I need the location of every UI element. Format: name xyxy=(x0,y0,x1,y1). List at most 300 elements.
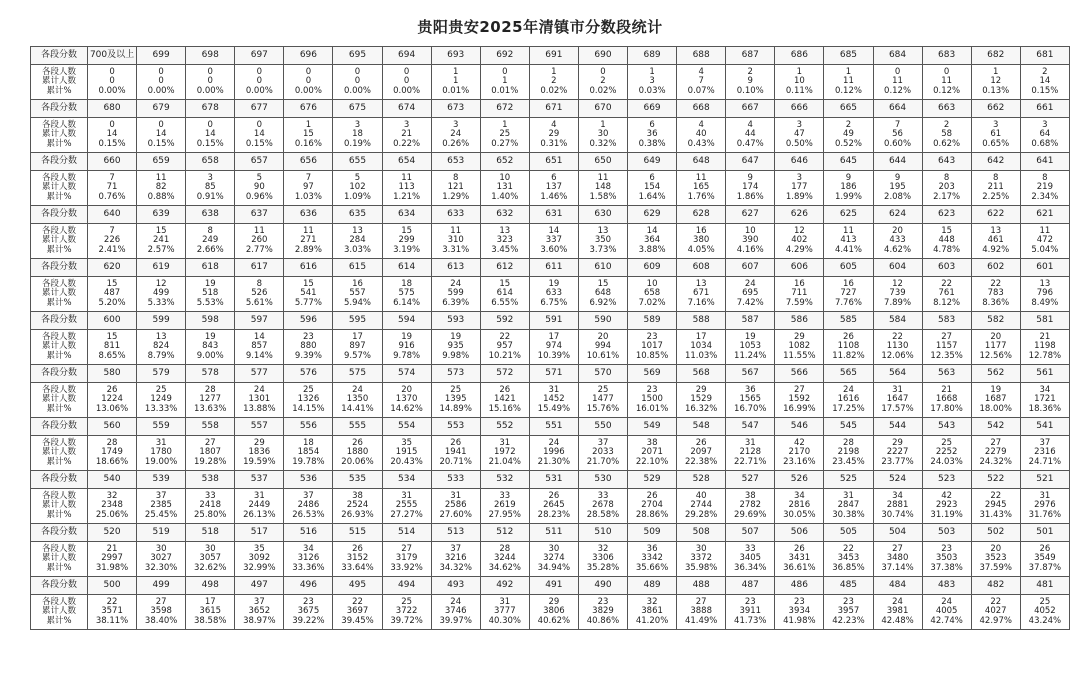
cumulative-value: 1395 xyxy=(444,394,467,405)
percent-value: 0.47% xyxy=(736,138,764,149)
cumulative-value: 4027 xyxy=(984,606,1007,617)
count-value: 26 xyxy=(548,490,560,501)
count-value: 24 xyxy=(843,384,854,395)
cumulative-value: 2097 xyxy=(690,447,712,458)
label-pct: 累计% xyxy=(46,509,72,520)
count-value: 11 xyxy=(401,172,413,183)
score-row-label: 各段分数 xyxy=(31,418,88,436)
score-cell: 590 xyxy=(578,312,627,330)
stats-cell xyxy=(186,383,235,418)
percent-value: 5.77% xyxy=(294,297,322,308)
cumulative-value: 0 xyxy=(305,76,312,87)
cumulative-value: 299 xyxy=(398,235,415,246)
score-cell: 508 xyxy=(677,524,726,542)
stats-cell xyxy=(775,383,824,418)
score-cell: 570 xyxy=(578,365,627,383)
percent-value: 1.99% xyxy=(834,191,862,202)
stats-cell xyxy=(88,436,137,471)
score-cell: 561 xyxy=(1020,365,1069,383)
score-cell: 618 xyxy=(186,259,235,277)
count-value: 13 xyxy=(155,331,167,342)
stats-cell xyxy=(186,224,235,259)
stats-cell xyxy=(235,330,284,365)
count-value: 27 xyxy=(204,437,216,448)
count-value: 28 xyxy=(499,543,511,554)
count-value: 2 xyxy=(845,119,852,130)
cumulative-value: 3523 xyxy=(984,553,1007,564)
count-value: 23 xyxy=(303,596,314,607)
stats-row-label xyxy=(31,595,88,630)
count-value: 22 xyxy=(990,278,1002,289)
count-value: 37 xyxy=(155,490,167,501)
cumulative-value: 711 xyxy=(791,288,808,299)
stats-row-label xyxy=(31,383,88,418)
score-cell: 623 xyxy=(922,206,971,224)
percent-value: 37.38% xyxy=(930,562,963,573)
cumulative-value: 2170 xyxy=(788,447,811,458)
count-value: 17 xyxy=(695,331,707,342)
count-value: 23 xyxy=(646,331,658,342)
percent-value: 0.16% xyxy=(294,138,322,149)
percent-value: 1.40% xyxy=(491,191,519,202)
cumulative-value: 3598 xyxy=(150,606,172,617)
count-value: 26 xyxy=(352,543,363,554)
score-cell: 563 xyxy=(922,365,971,383)
cumulative-value: 1668 xyxy=(935,394,958,405)
count-value: 17 xyxy=(352,331,363,342)
stats-cell xyxy=(971,65,1020,100)
count-value: 22 xyxy=(352,596,363,607)
stats-cell xyxy=(333,436,382,471)
stats-cell xyxy=(971,277,1020,312)
cumulative-value: 2033 xyxy=(592,447,614,458)
percent-value: 3.88% xyxy=(638,244,666,255)
percent-value: 0.02% xyxy=(540,85,568,96)
cumulative-value: 2816 xyxy=(788,500,811,511)
score-cell: 523 xyxy=(922,471,971,489)
score-row-label: 各段分数 xyxy=(31,524,88,542)
label-cum: 累计人数 xyxy=(41,500,76,511)
percent-value: 0.00% xyxy=(98,85,126,96)
percent-value: 20.43% xyxy=(390,456,423,467)
score-cell: 605 xyxy=(824,259,873,277)
score-cell: 593 xyxy=(431,312,480,330)
count-value: 35 xyxy=(253,543,265,554)
cumulative-value: 56 xyxy=(892,129,903,140)
score-cell: 521 xyxy=(1020,471,1069,489)
stats-cell xyxy=(333,171,382,206)
stats-cell xyxy=(529,489,578,524)
score-cell: 537 xyxy=(235,471,284,489)
score-cell: 620 xyxy=(88,259,137,277)
percent-value: 1.76% xyxy=(687,191,715,202)
percent-value: 13.06% xyxy=(95,403,129,414)
cumulative-value: 897 xyxy=(349,341,366,352)
count-value: 26 xyxy=(793,543,805,554)
cumulative-value: 2385 xyxy=(150,500,172,511)
stats-cell xyxy=(578,595,627,630)
percent-value: 8.79% xyxy=(147,350,175,361)
score-cell: 608 xyxy=(677,259,726,277)
score-cell: 489 xyxy=(628,577,677,595)
count-value: 18 xyxy=(401,278,413,289)
stats-cell xyxy=(431,595,480,630)
cumulative-value: 671 xyxy=(693,288,710,299)
stats-cell xyxy=(824,118,873,153)
count-value: 24 xyxy=(744,278,756,289)
cumulative-value: 3806 xyxy=(543,606,565,617)
stats-cell xyxy=(971,224,1020,259)
percent-value: 15.76% xyxy=(586,403,620,414)
cumulative-value: 1616 xyxy=(837,394,860,405)
cumulative-value: 174 xyxy=(742,182,759,193)
stats-row xyxy=(31,542,1070,577)
percent-value: 9.14% xyxy=(245,350,273,361)
count-value: 34 xyxy=(793,490,805,501)
score-row-label: 各段分数 xyxy=(31,471,88,489)
stats-cell xyxy=(1020,118,1069,153)
count-value: 40 xyxy=(695,490,707,501)
count-value: 11 xyxy=(1039,225,1051,236)
count-value: 23 xyxy=(303,331,314,342)
percent-value: 17.25% xyxy=(832,403,865,414)
cumulative-value: 2997 xyxy=(101,553,123,564)
percent-value: 36.85% xyxy=(832,562,865,573)
table-body xyxy=(31,47,1070,630)
stats-cell xyxy=(137,489,186,524)
stats-row xyxy=(31,171,1070,206)
cumulative-value: 390 xyxy=(742,235,759,246)
stats-cell xyxy=(677,277,726,312)
stats-cell xyxy=(88,489,137,524)
score-cell: 538 xyxy=(186,471,235,489)
cumulative-value: 783 xyxy=(987,288,1004,299)
cumulative-value: 30 xyxy=(597,129,609,140)
cumulative-value: 29 xyxy=(548,129,560,140)
stats-cell xyxy=(480,118,529,153)
percent-value: 0.88% xyxy=(147,191,175,202)
percent-value: 8.36% xyxy=(982,297,1010,308)
stats-cell xyxy=(333,489,382,524)
stats-cell xyxy=(480,595,529,630)
count-value: 29 xyxy=(695,384,707,395)
score-cell: 595 xyxy=(333,312,382,330)
score-cell: 606 xyxy=(775,259,824,277)
count-value: 25 xyxy=(941,437,953,448)
cumulative-value: 2227 xyxy=(886,447,909,458)
percent-value: 4.78% xyxy=(933,244,961,255)
percent-value: 23.16% xyxy=(783,456,816,467)
count-value: 15 xyxy=(499,278,511,289)
percent-value: 14.41% xyxy=(341,403,374,414)
cumulative-value: 1277 xyxy=(199,394,222,405)
stats-cell xyxy=(824,595,873,630)
stats-cell xyxy=(333,330,382,365)
cumulative-value: 226 xyxy=(103,235,121,246)
percent-value: 16.70% xyxy=(734,403,767,414)
stats-cell xyxy=(186,489,235,524)
count-value: 12 xyxy=(793,225,805,236)
count-value: 42 xyxy=(793,437,805,448)
count-value: 15 xyxy=(401,225,413,236)
count-value: 10 xyxy=(744,225,756,236)
percent-value: 0.22% xyxy=(393,138,421,149)
stats-cell xyxy=(971,171,1020,206)
count-value: 5 xyxy=(256,172,263,183)
stats-cell xyxy=(824,224,873,259)
score-cell: 665 xyxy=(824,100,873,118)
score-cell: 575 xyxy=(333,365,382,383)
count-value: 23 xyxy=(744,596,756,607)
stats-cell xyxy=(186,330,235,365)
cumulative-value: 1529 xyxy=(690,394,712,405)
percent-value: 18.00% xyxy=(979,403,1012,414)
count-value: 1 xyxy=(305,119,312,130)
score-cell: 520 xyxy=(88,524,137,542)
cumulative-value: 260 xyxy=(251,235,268,246)
stats-cell xyxy=(235,118,284,153)
cumulative-value: 137 xyxy=(545,182,562,193)
score-cell: 622 xyxy=(971,206,1020,224)
percent-value: 2.25% xyxy=(982,191,1010,202)
score-cell: 510 xyxy=(578,524,627,542)
percent-value: 16.99% xyxy=(783,403,816,414)
percent-value: 4.16% xyxy=(736,244,764,255)
cumulative-value: 2198 xyxy=(837,447,860,458)
score-row xyxy=(31,418,1070,436)
percent-value: 0.50% xyxy=(785,138,813,149)
cumulative-value: 0 xyxy=(403,76,410,87)
cumulative-value: 165 xyxy=(693,182,710,193)
percent-value: 30.74% xyxy=(881,509,914,520)
percent-value: 4.41% xyxy=(834,244,862,255)
percent-value: 5.94% xyxy=(344,297,372,308)
count-value: 0 xyxy=(403,66,410,77)
percent-value: 14.62% xyxy=(390,403,423,414)
percent-value: 9.00% xyxy=(196,350,224,361)
cumulative-value: 1177 xyxy=(984,341,1007,352)
score-cell: 685 xyxy=(824,47,873,65)
score-cell: 539 xyxy=(137,471,186,489)
cumulative-value: 2976 xyxy=(1034,500,1056,511)
cumulative-value: 47 xyxy=(793,129,805,140)
stats-cell xyxy=(284,436,333,471)
stats-cell xyxy=(431,489,480,524)
count-value: 1 xyxy=(551,66,557,77)
percent-value: 0.11% xyxy=(785,85,813,96)
cumulative-value: 3 xyxy=(649,76,655,87)
count-value: 35 xyxy=(401,437,413,448)
label-count: 各段人数 xyxy=(41,66,76,77)
stats-row-label xyxy=(31,118,88,153)
percent-value: 39.97% xyxy=(439,615,472,626)
cumulative-value: 40 xyxy=(695,129,707,140)
stats-cell xyxy=(235,542,284,577)
cumulative-value: 1 xyxy=(452,76,459,87)
percent-value: 0.03% xyxy=(638,85,666,96)
stats-cell xyxy=(677,489,726,524)
score-cell: 684 xyxy=(873,47,922,65)
percent-value: 0.26% xyxy=(442,138,470,149)
cumulative-value: 824 xyxy=(153,341,170,352)
count-value: 11 xyxy=(597,172,609,183)
cumulative-value: 1082 xyxy=(788,341,811,352)
label-count: 各段人数 xyxy=(41,384,76,395)
percent-value: 6.39% xyxy=(442,297,470,308)
score-cell: 601 xyxy=(1020,259,1069,277)
stats-cell xyxy=(382,277,431,312)
score-cell: 629 xyxy=(628,206,677,224)
score-cell: 502 xyxy=(971,524,1020,542)
stats-cell xyxy=(235,436,284,471)
percent-value: 29.28% xyxy=(684,509,718,520)
stats-cell xyxy=(922,118,971,153)
stats-row xyxy=(31,595,1070,630)
stats-cell xyxy=(284,542,333,577)
cumulative-value: 154 xyxy=(643,182,661,193)
cumulative-value: 18 xyxy=(352,129,363,140)
score-row-label: 各段分数 xyxy=(31,100,88,118)
count-value: 15 xyxy=(597,278,609,289)
score-cell: 548 xyxy=(677,418,726,436)
stats-cell xyxy=(726,224,775,259)
score-cell: 567 xyxy=(726,365,775,383)
percent-value: 0.27% xyxy=(491,138,519,149)
percent-value: 34.32% xyxy=(439,562,472,573)
cumulative-value: 3888 xyxy=(690,606,712,617)
score-cell: 668 xyxy=(677,100,726,118)
stats-cell xyxy=(1020,65,1069,100)
percent-value: 11.82% xyxy=(832,350,865,361)
stats-cell xyxy=(137,277,186,312)
stats-cell xyxy=(284,118,333,153)
stats-cell xyxy=(480,224,529,259)
percent-value: 9.78% xyxy=(393,350,421,361)
score-cell: 655 xyxy=(333,153,382,171)
count-value: 19 xyxy=(204,278,216,289)
cumulative-value: 541 xyxy=(300,288,317,299)
percent-value: 2.89% xyxy=(294,244,322,255)
cumulative-value: 3911 xyxy=(739,606,762,617)
percent-value: 1.89% xyxy=(785,191,813,202)
stats-cell xyxy=(971,383,1020,418)
count-value: 33 xyxy=(499,490,511,501)
cumulative-value: 71 xyxy=(106,182,118,193)
score-cell: 522 xyxy=(971,471,1020,489)
stats-cell xyxy=(824,171,873,206)
score-cell: 481 xyxy=(1020,577,1069,595)
count-value: 25 xyxy=(1039,596,1051,607)
cumulative-value: 61 xyxy=(990,129,1002,140)
percent-value: 18.66% xyxy=(95,456,129,467)
percent-value: 41.20% xyxy=(635,615,669,626)
stats-cell xyxy=(480,65,529,100)
percent-value: 0.12% xyxy=(933,85,961,96)
count-value: 17 xyxy=(204,596,216,607)
count-value: 29 xyxy=(892,437,903,448)
cumulative-value: 1017 xyxy=(641,341,663,352)
score-row-label: 各段分数 xyxy=(31,365,88,383)
score-cell: 515 xyxy=(333,524,382,542)
stats-cell xyxy=(137,330,186,365)
stats-cell xyxy=(726,118,775,153)
score-cell: 545 xyxy=(824,418,873,436)
score-cell: 639 xyxy=(137,206,186,224)
stats-cell xyxy=(726,595,775,630)
count-value: 31 xyxy=(401,490,413,501)
cumulative-value: 1108 xyxy=(837,341,860,352)
stats-cell xyxy=(677,171,726,206)
label-pct: 累计% xyxy=(46,403,72,414)
percent-value: 13.88% xyxy=(243,403,276,414)
cumulative-value: 3503 xyxy=(935,553,958,564)
cumulative-value: 3216 xyxy=(444,553,467,564)
count-value: 22 xyxy=(892,331,903,342)
label-cum: 累计人数 xyxy=(41,553,76,564)
label-pct: 累计% xyxy=(46,191,72,202)
count-value: 13 xyxy=(352,225,363,236)
cumulative-value: 3652 xyxy=(248,606,271,617)
cumulative-value: 433 xyxy=(889,235,906,246)
score-cell: 670 xyxy=(578,100,627,118)
stats-cell xyxy=(382,595,431,630)
score-cell: 490 xyxy=(578,577,627,595)
stats-cell xyxy=(137,65,186,100)
score-cell: 683 xyxy=(922,47,971,65)
count-value: 31 xyxy=(253,490,265,501)
score-cell: 550 xyxy=(578,418,627,436)
stats-cell xyxy=(137,383,186,418)
count-value: 0 xyxy=(158,119,164,130)
percent-value: 26.13% xyxy=(243,509,276,520)
cumulative-value: 3126 xyxy=(297,553,320,564)
cumulative-value: 1687 xyxy=(984,394,1007,405)
score-cell: 536 xyxy=(284,471,333,489)
score-cell: 485 xyxy=(824,577,873,595)
cumulative-value: 3861 xyxy=(641,606,663,617)
score-cell: 592 xyxy=(480,312,529,330)
percent-value: 38.58% xyxy=(194,615,227,626)
cumulative-value: 3957 xyxy=(837,606,860,617)
score-cell: 599 xyxy=(137,312,186,330)
count-value: 26 xyxy=(352,437,363,448)
score-cell: 642 xyxy=(971,153,1020,171)
percent-value: 0.12% xyxy=(884,85,912,96)
cumulative-value: 2486 xyxy=(297,500,320,511)
count-value: 30 xyxy=(548,543,560,554)
score-cell: 511 xyxy=(529,524,578,542)
percent-value: 41.49% xyxy=(684,615,718,626)
cumulative-value: 82 xyxy=(155,182,167,193)
percent-value: 3.73% xyxy=(589,244,617,255)
label-cum: 累计人数 xyxy=(41,235,76,246)
stats-cell xyxy=(677,330,726,365)
stats-cell xyxy=(382,383,431,418)
count-value: 23 xyxy=(793,596,805,607)
score-cell: 688 xyxy=(677,47,726,65)
percent-value: 9.39% xyxy=(294,350,322,361)
stats-row-label xyxy=(31,489,88,524)
cumulative-value: 9 xyxy=(747,76,753,87)
count-value: 10 xyxy=(646,278,658,289)
cumulative-value: 195 xyxy=(889,182,906,193)
percent-value: 2.08% xyxy=(884,191,912,202)
stats-cell xyxy=(186,277,235,312)
stats-cell xyxy=(1020,595,1069,630)
percent-value: 0.76% xyxy=(98,191,126,202)
stats-cell xyxy=(431,277,480,312)
stats-cell xyxy=(284,489,333,524)
